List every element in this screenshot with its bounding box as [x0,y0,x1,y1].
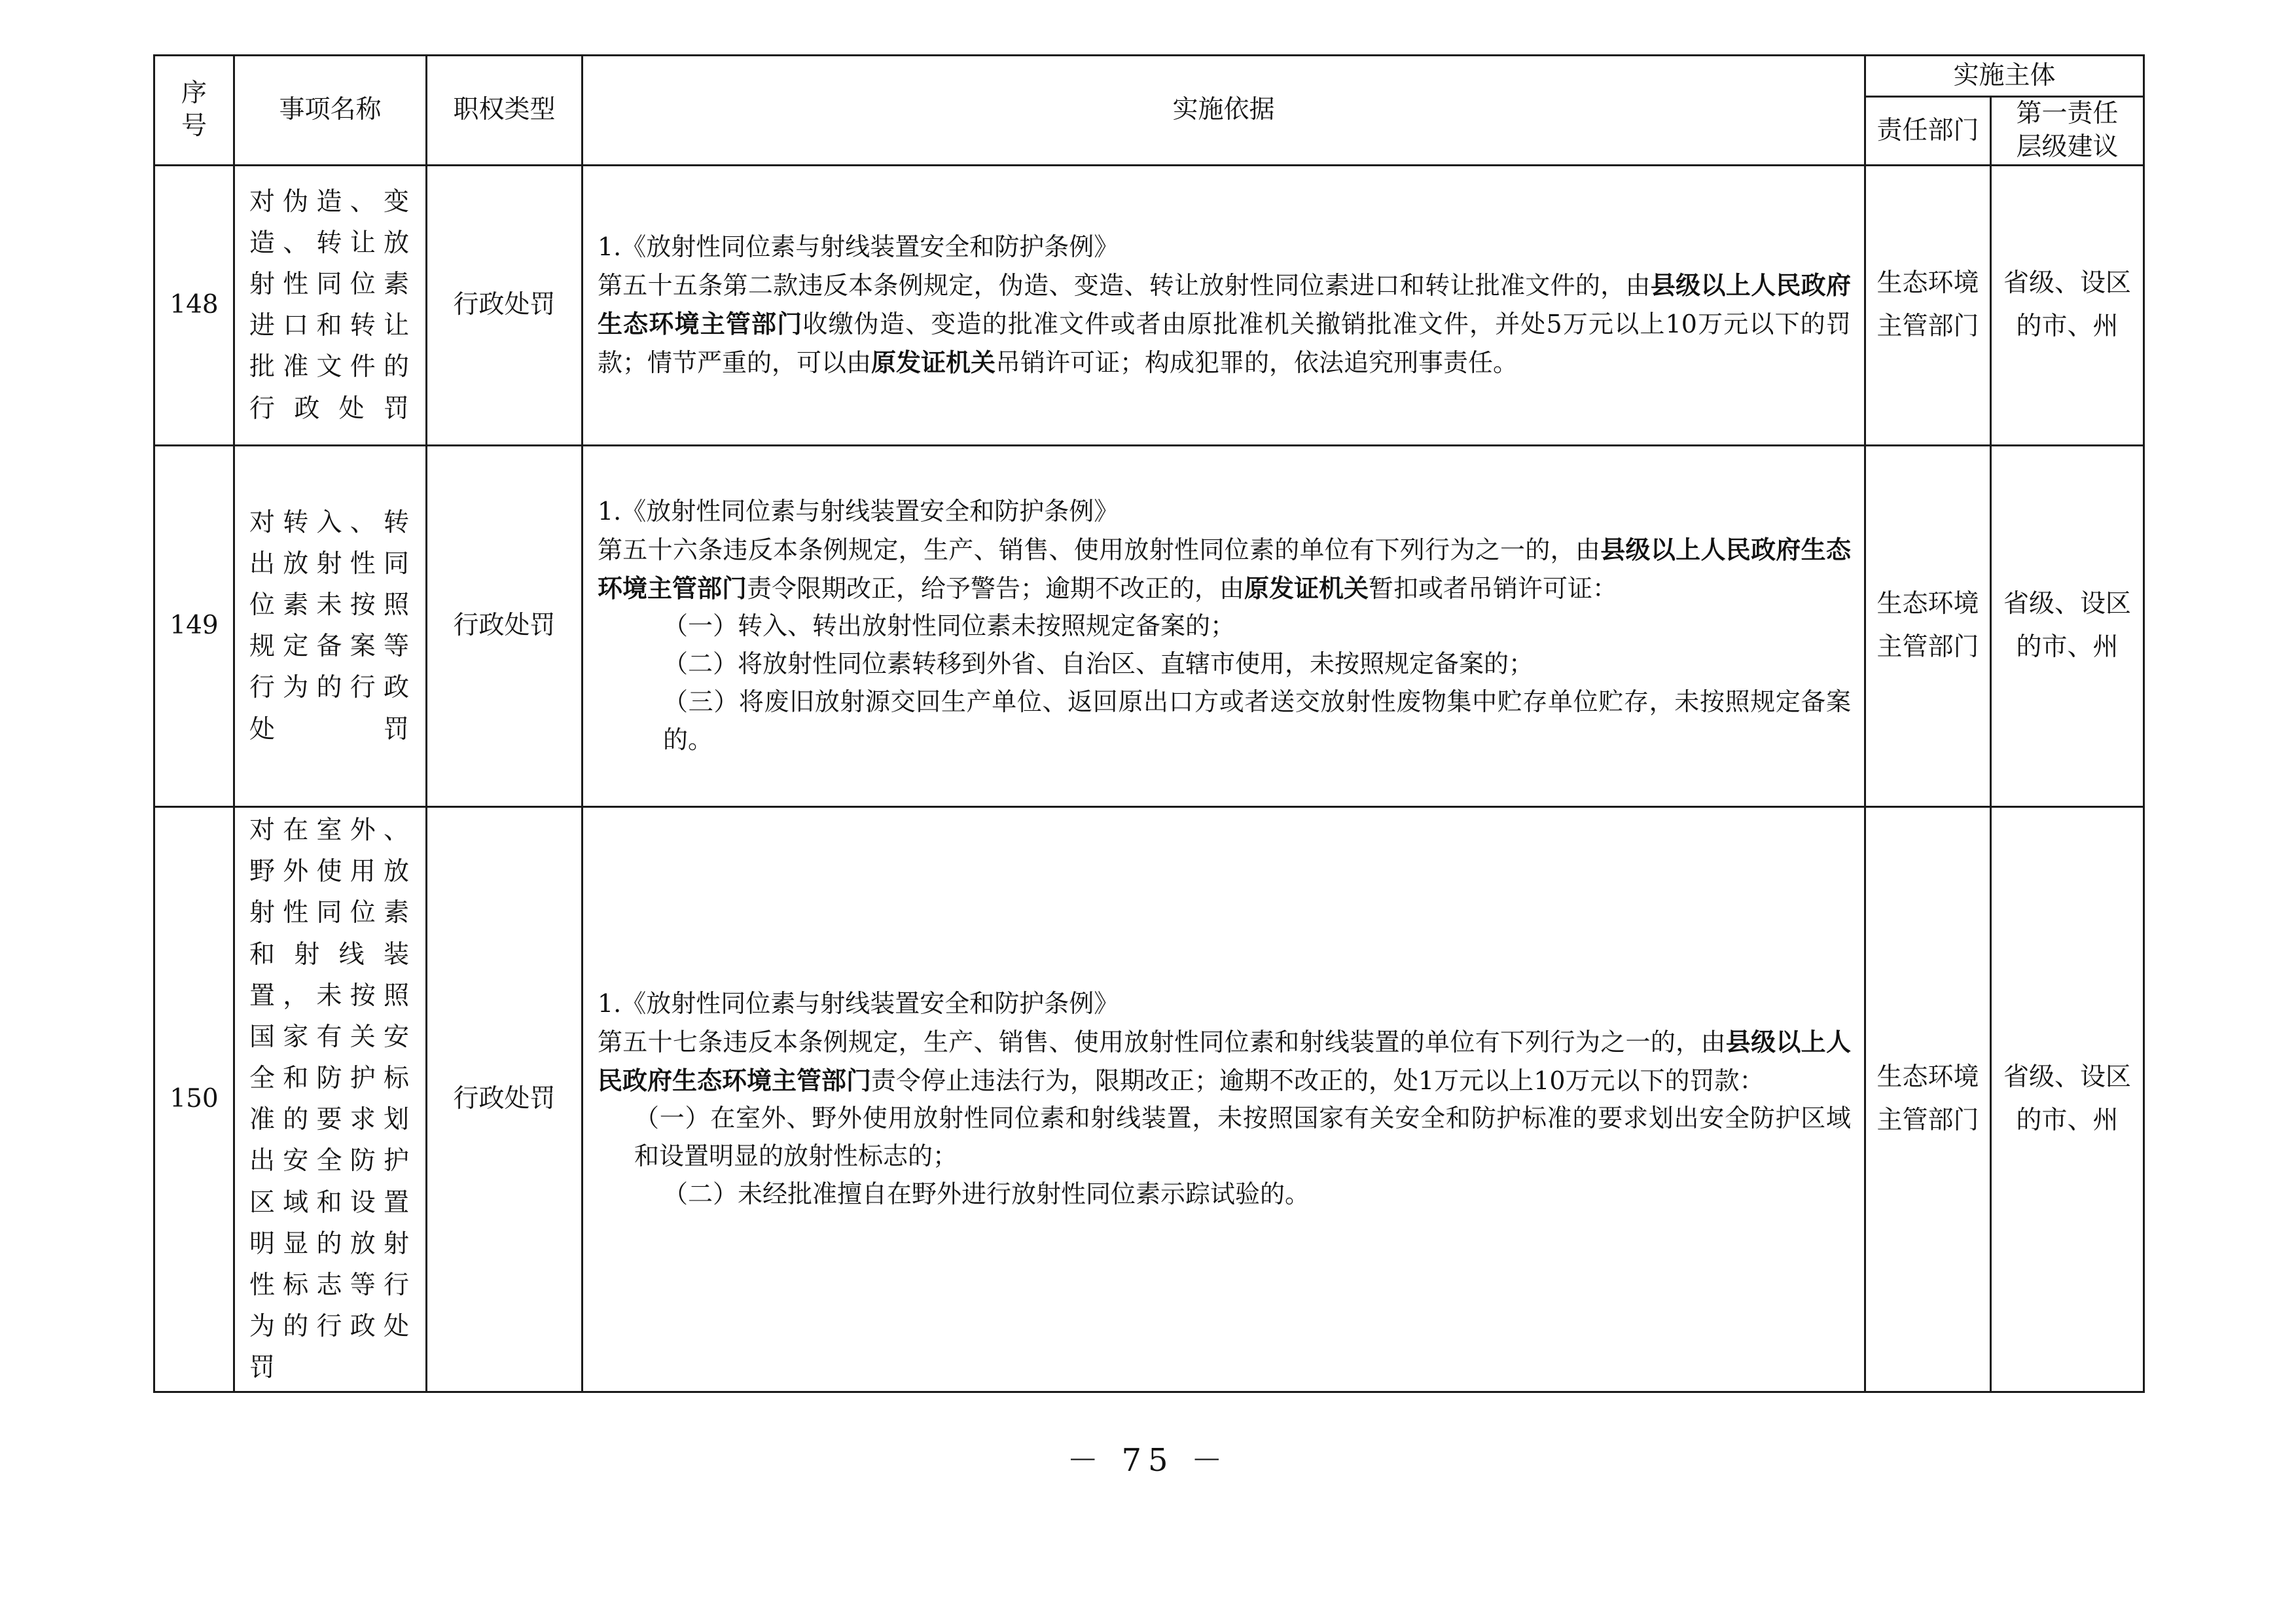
basis-article: 第五十五条第二款违反本条例规定，伪造、变造、转让放射性同位素进口和转让批准文件的，由县级以上人民政府生态环境主管部门收缴伪造、变造的批准文件或者由原批准机关撤销批准文件，并处5万元以上10万元以下的罚款；情节严重的，可以由原发证机关吊销许可证；构成犯罪的，依法追究刑事责任。 [598,270,1851,377]
row-responsible-dept: 生态环境 主管部门 [1865,445,1991,806]
header-implementation-basis: 实施依据 [583,56,1865,166]
row-implementation-basis [583,806,1865,1392]
table-row [154,165,2144,445]
basis-article: 第五十七条违反本条例规定，生产、销售、使用放射性同位素和射线装置的单位有下列行为之一的，由县级以上人民政府生态环境主管部门责令停止违法行为，限期改正；逾期不改正的，处1万元以上10万元以下的罚款： [598,1026,1851,1095]
row-item-name: 对伪造、变造、转让放射性同位素进口和转让批准文件的行政处罚 [234,165,427,445]
row-item-name: 对在室外、野外使用放射性同位素和射线装置，未按照国家有关安全和防护标准的要求划出安全防护区域和设置明显的放射性标志等行为的行政处罚 [234,806,427,1392]
authority-highlight: 县级以上人民政府生态环境主管部门 [598,534,1851,603]
header-responsible-dept: 责任部门 [1865,97,1991,165]
row-item-name: 对转入、转出放射性同位素未按照规定备案等行为的行政处罚 [234,445,427,806]
row-implementation-basis [583,165,1865,445]
basis-list-item: （二）未经批准擅自在野外进行放射性同位素示踪试验的。 [663,1179,1310,1208]
row-responsibility-level: 省级、设区 的市、州 [1991,806,2144,1392]
row-power-type: 行政处罚 [427,445,583,806]
row-serial-number: 148 [154,165,234,445]
header-serial-number: 序 号 [154,56,234,166]
row-serial-number: 149 [154,445,234,806]
authority-highlight: 原发证机关 [1244,573,1369,603]
header-responsibility-level: 第一责任 层级建议 [1991,97,2144,165]
row-responsible-dept: 生态环境 主管部门 [1865,165,1991,445]
row-power-type: 行政处罚 [427,165,583,445]
basis-list-item: （二）将放射性同位素转移到外省、自治区、直辖市使用，未按照规定备案的； [663,649,1534,679]
row-serial-number: 150 [154,806,234,1392]
powers-list-table [153,54,2145,1393]
basis-list-item: （三）将废旧放射源交回生产单位、返回原出口方或者送交放射性废物集中贮存单位贮存，未按照规定备案的。 [663,687,1851,754]
header-implementing-body: 实施主体 [1865,56,2144,97]
basis-law-title: 1.《放射性同位素与射线装置安全和防护条例》 [598,497,1119,526]
row-responsible-dept: 生态环境 主管部门 [1865,806,1991,1392]
page-number: － 75 － [1067,1442,1229,1479]
basis-law-title: 1.《放射性同位素与射线装置安全和防护条例》 [598,232,1119,262]
authority-highlight: 县级以上人民政府生态环境主管部门 [598,270,1851,338]
table-row [154,806,2144,1392]
table-row [154,445,2144,806]
authority-highlight: 县级以上人民政府生态环境主管部门 [598,1026,1851,1095]
basis-list-item: （一）在室外、野外使用放射性同位素和射线装置，未按照国家有关安全和防护标准的要求划出安全防护区域和设置明显的放射性标志的； [634,1104,1851,1171]
header-power-type: 职权类型 [427,56,583,166]
basis-law-title: 1.《放射性同位素与射线装置安全和防护条例》 [598,989,1119,1019]
basis-list-item: （一）转入、转出放射性同位素未按照规定备案的； [663,611,1236,641]
row-power-type: 行政处罚 [427,806,583,1392]
row-responsibility-level: 省级、设区 的市、州 [1991,445,2144,806]
row-implementation-basis [583,445,1865,806]
basis-article: 第五十六条违反本条例规定，生产、销售、使用放射性同位素的单位有下列行为之一的，由县级以上人民政府生态环境主管部门责令限期改正，给予警告；逾期不改正的，由原发证机关暂扣或者吊销许可证： [598,534,1851,603]
authority-highlight: 原发证机关 [871,347,996,377]
header-item-name: 事项名称 [234,56,427,166]
row-responsibility-level: 省级、设区 的市、州 [1991,165,2144,445]
